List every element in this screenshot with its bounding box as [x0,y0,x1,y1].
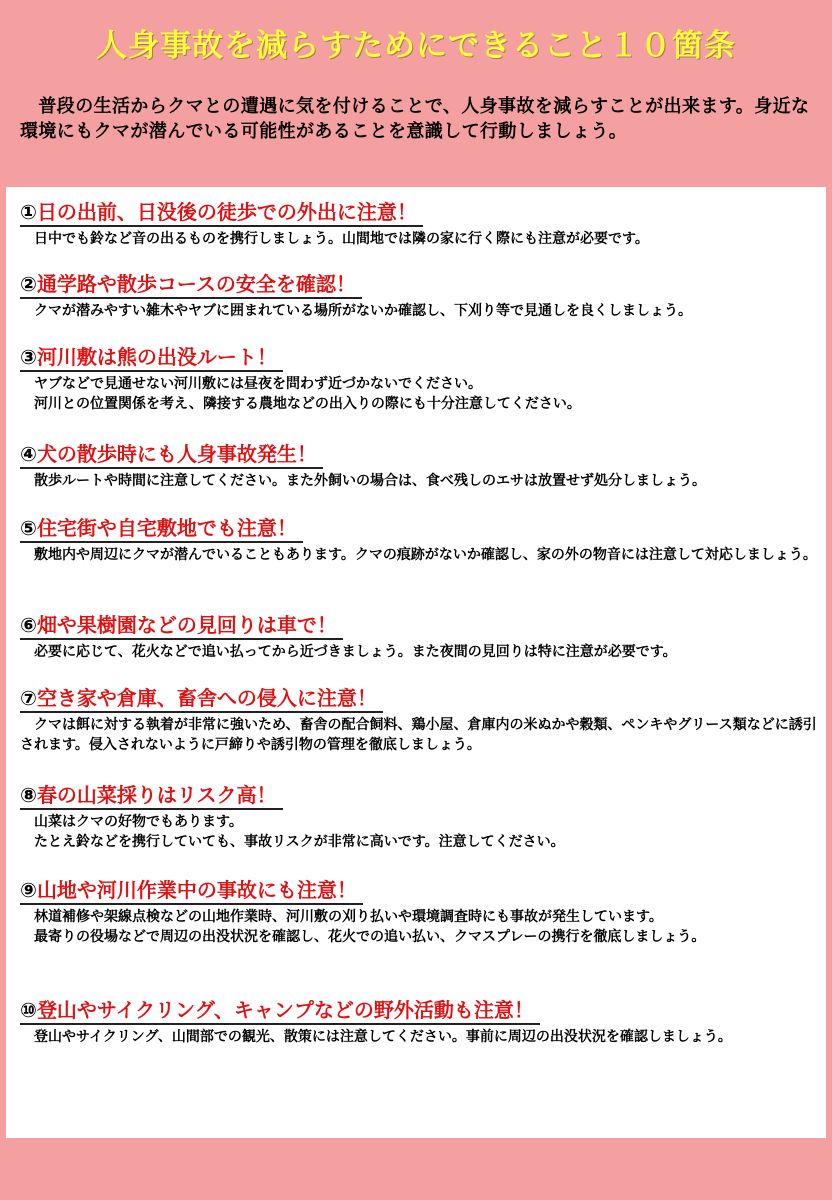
item-body [20,715,820,755]
item-line: 登山やサイクリング、山間部での観光、散策には注意してください。事前に周辺の出没状況を確認しましょう。 [20,1029,732,1045]
list-item [20,997,820,1047]
list-item [20,271,820,321]
item-heading [20,271,362,299]
item-heading [20,685,383,713]
item-heading [20,441,323,469]
list-item [20,515,820,565]
item-body [20,545,820,565]
item-body [20,642,820,662]
item-line: 日中でも鈴など音の出るものを携行しましょう。山間地では隣の家に行く際にも注意が必要です。 [20,231,649,247]
item-line: クマが潜みやすい雑木やヤブに囲まれている場所がないか確認し、下刈り等で見通しを良くしましょう。 [20,303,692,319]
item-line: クマは餌に対する執着が非常に強いため、畜舎の配合飼料、鶏小屋、倉庫内の米ぬかや穀類、ペンキやグリース類などに誘引されます。侵入されないように戸締りや誘引物の管理を徹底しましょう。 [20,717,817,753]
item-heading-text: 山地や河川作業中の事故にも注意！ [36,878,357,902]
item-heading [20,344,283,372]
content-panel [6,187,826,1138]
page-title: 人身事故を減らすためにできること１０箇条 [96,28,736,64]
item-body [20,471,820,491]
item-heading [20,877,363,905]
list-item [20,685,820,755]
item-number: ⑦ [20,686,37,710]
item-heading-text: 空き家や倉庫、畜舎への侵入に注意！ [36,686,377,710]
item-number: ④ [20,442,37,466]
item-heading-text: 犬の散歩時にも人身事故発生！ [36,442,317,466]
item-line: 河川との位置関係を考え、隣接する農地などの出入りの際にも十分注意してください。 [20,396,581,412]
list-item [20,782,820,852]
item-line: 必要に応じて、花火などで追い払ってから近づきましょう。また夜間の見回りは特に注意が必要です。 [20,644,677,660]
item-heading [20,199,423,227]
intro-paragraph: 普段の生活からクマとの遭遇に気を付けることで、人身事故を減らすことが出来ます。身近な環境にもクマが潜んでいる可能性があることを意識して行動しましょう。 [20,96,810,142]
item-heading-text: 登山やサイクリング、キャンプなどの野外活動も注意！ [36,998,534,1022]
list-item [20,344,820,414]
item-line: 林道補修や架線点検などの山地作業時、河川敷の刈り払いや環境調査時にも事故が発生しています。 [20,909,663,925]
item-heading [20,782,283,810]
item-body [20,1027,820,1047]
item-number: ⑨ [20,878,37,902]
item-body [20,301,820,321]
item-heading [20,515,303,543]
item-line: 最寄りの役場などで周辺の出没状況を確認し、花火での追い払い、クマスプレーの携行を徹底しましょう。 [20,929,706,945]
item-heading-text: 河川敷は熊の出没ルート！ [36,345,277,369]
item-line: ヤブなどで見通せない河川敷には昼夜を問わず近づかないでください。 [20,376,482,392]
item-number: ⑩ [20,998,37,1022]
item-heading [20,612,343,640]
list-item [20,199,820,249]
item-line: たとえ鈴などを携行していても、事故リスクが非常に高いです。注意してください。 [20,834,565,850]
item-line: 敷地内や周辺にクマが潜んでいることもあります。クマの痕跡がないか確認し、家の外の物音には注意して対応しましょう。 [20,547,817,563]
item-body [20,229,820,249]
item-line: 散歩ルートや時間に注意してください。また外飼いの場合は、食べ残しのエサは放置せず処分しましょう。 [20,473,706,489]
item-number: ③ [20,345,37,369]
item-number: ⑤ [20,516,37,540]
item-body [20,812,820,852]
list-item [20,441,820,491]
item-heading [20,997,540,1025]
item-body [20,374,820,414]
item-number: ② [20,272,37,296]
item-line: 山菜はクマの好物でもあります。 [20,814,243,830]
list-item [20,877,820,947]
item-heading-text: 住宅街や自宅敷地でも注意！ [36,516,297,540]
list-item [20,612,820,662]
item-body [20,907,820,947]
item-heading-text: 日の出前、日没後の徒歩での外出に注意！ [36,200,417,224]
item-number: ⑧ [20,783,37,807]
item-number: ① [20,200,37,224]
item-heading-text: 通学路や散歩コースの安全を確認！ [36,272,356,296]
item-heading-text: 畑や果樹園などの見回りは車で！ [36,613,337,637]
item-number: ⑥ [20,613,37,637]
item-heading-text: 春の山菜採りはリスク高！ [36,783,277,807]
